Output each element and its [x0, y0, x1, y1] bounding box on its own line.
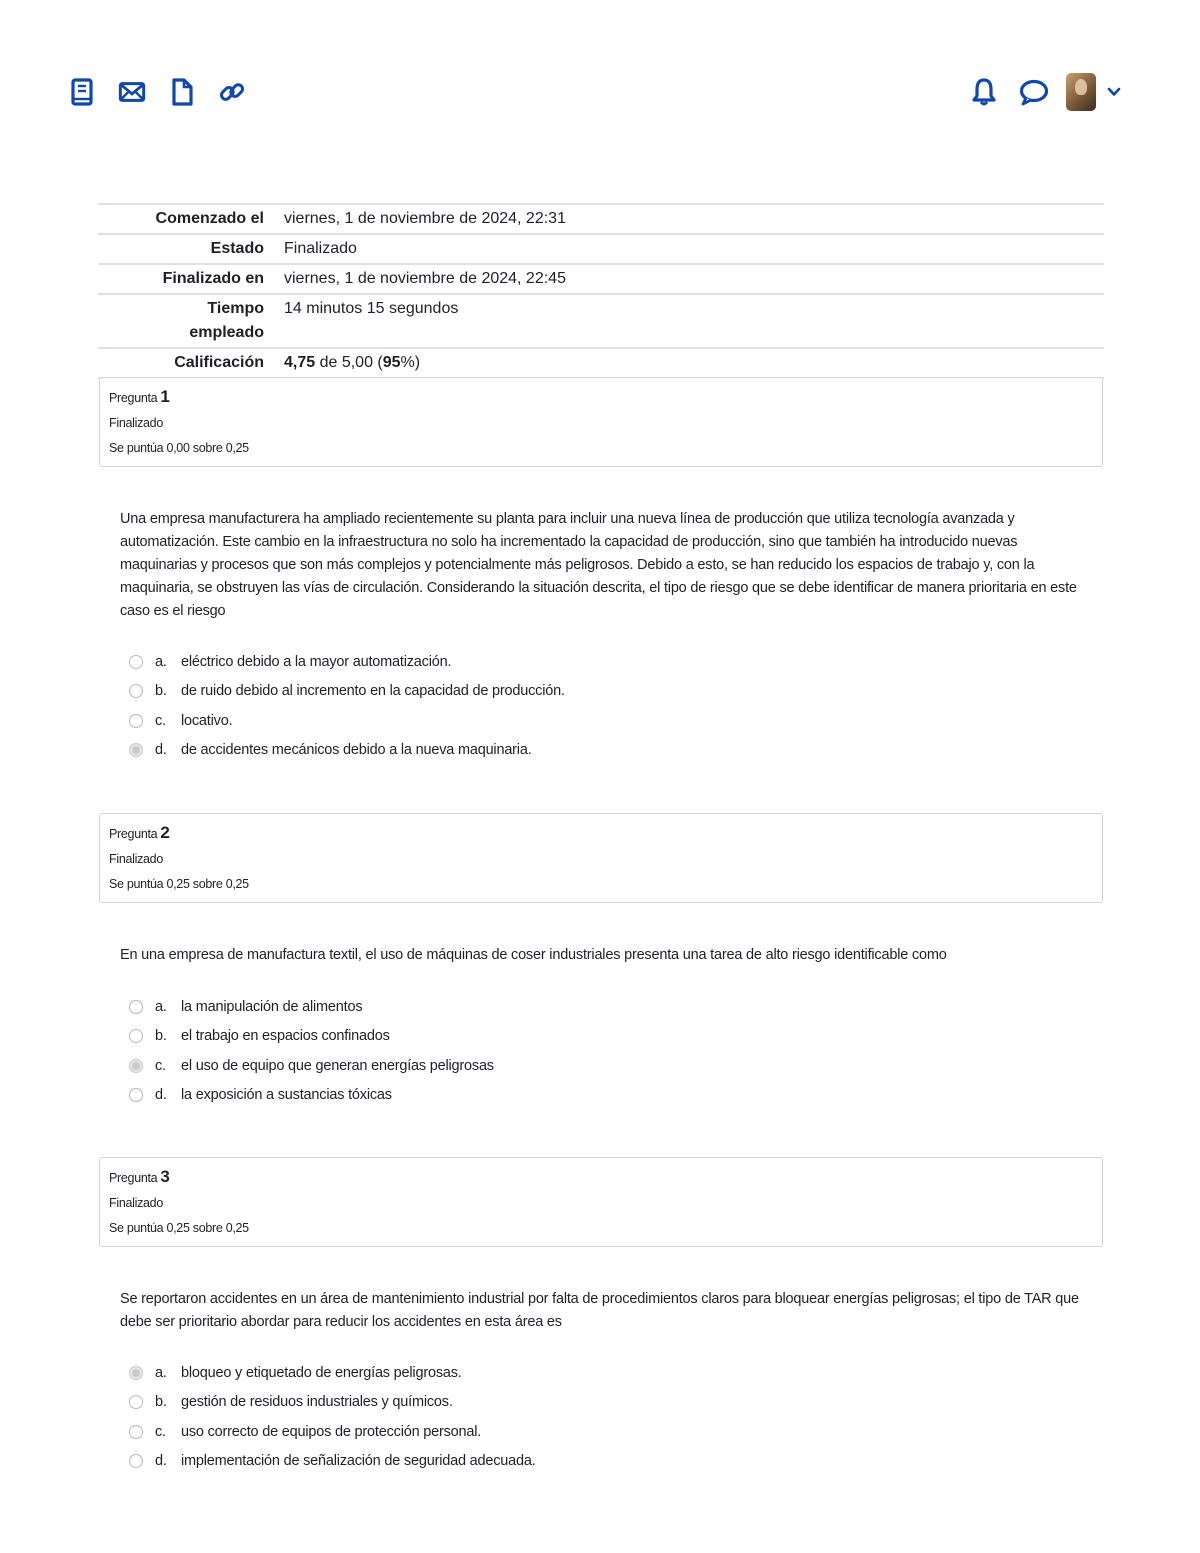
answer-letter: c.: [155, 1057, 166, 1074]
answer-text: el trabajo en espacios confinados: [181, 1028, 390, 1045]
answer-option[interactable]: [129, 1081, 494, 1111]
summary-value: 14 minutos 15 segundos: [274, 294, 1104, 348]
attempt-summary-table: [98, 203, 1104, 379]
radio-button[interactable]: [129, 1088, 143, 1102]
answer-option[interactable]: [129, 992, 494, 1022]
question-info: [99, 1157, 1103, 1247]
answer-letter: a.: [155, 1364, 167, 1381]
answer-option[interactable]: [129, 677, 565, 707]
summary-label: Estado: [98, 234, 274, 264]
grade-percent: 95: [382, 354, 401, 371]
summary-value: viernes, 1 de noviembre de 2024, 22:45: [274, 264, 1104, 294]
answer-letter: c.: [155, 712, 166, 729]
avatar[interactable]: [1066, 73, 1096, 111]
file-icon[interactable]: [168, 76, 196, 108]
question-state: Finalizado: [109, 415, 163, 430]
answer-text: de ruido debido al incremento en la capacidad de producción.: [181, 683, 565, 700]
summary-row: [98, 264, 1104, 294]
grade-max: de 5,00 (: [315, 354, 383, 371]
grade-score: 4,75: [284, 354, 316, 371]
radio-button[interactable]: [129, 1395, 143, 1409]
summary-label: Tiempo empleado: [98, 294, 274, 348]
radio-button[interactable]: [129, 684, 143, 698]
question-number: 3: [160, 1167, 170, 1186]
radio-button[interactable]: [129, 714, 143, 728]
radio-button-selected[interactable]: [129, 1366, 143, 1380]
summary-value: viernes, 1 de noviembre de 2024, 22:31: [274, 204, 1104, 234]
answer-text: uso correcto de equipos de protección personal.: [181, 1423, 482, 1440]
top-navbar: [0, 0, 1200, 150]
answer-text: locativo.: [181, 712, 233, 729]
question-number: 2: [160, 823, 170, 842]
answer-letter: a.: [155, 998, 167, 1015]
question-text: Se reportaron accidentes en un área de mantenimiento industrial por falta de procedimientos claros para bloquear energías peligrosas; el tipo de TAR que debe ser prioritario abordar para reducir los accidentes en esta área es: [120, 1291, 1079, 1330]
answer-list: [129, 647, 565, 765]
answer-text: gestión de residuos industriales y químicos.: [181, 1394, 453, 1411]
answer-option[interactable]: [129, 706, 565, 736]
book-icon[interactable]: [68, 76, 96, 108]
answer-letter: b.: [155, 1028, 167, 1045]
answer-option[interactable]: [129, 1022, 494, 1052]
answer-text: el uso de equipo que generan energías peligrosas: [181, 1057, 494, 1074]
summary-row: [98, 204, 1104, 234]
question-state: Finalizado: [109, 1195, 163, 1210]
summary-row: [98, 234, 1104, 264]
radio-button-selected[interactable]: [129, 743, 143, 757]
chevron-down-icon[interactable]: [1106, 84, 1122, 100]
answer-letter: d.: [155, 1087, 167, 1104]
answer-letter: d.: [155, 1453, 167, 1470]
answer-letter: d.: [155, 742, 167, 759]
summary-value: Finalizado: [274, 234, 1104, 264]
user-menu: [968, 72, 1122, 112]
answer-text: eléctrico debido a la mayor automatización.: [181, 653, 452, 670]
answer-option[interactable]: [129, 647, 565, 677]
summary-row: [98, 348, 1104, 378]
answer-option[interactable]: [129, 1051, 494, 1081]
answer-text: de accidentes mecánicos debido a la nueva maquinaria.: [181, 742, 532, 759]
envelope-icon[interactable]: [118, 76, 146, 108]
bell-icon[interactable]: [968, 72, 1000, 112]
summary-grade: [274, 348, 1104, 378]
answer-list: [129, 992, 494, 1110]
question-grade: Se puntúa 0,25 sobre 0,25: [109, 877, 249, 891]
radio-button[interactable]: [129, 655, 143, 669]
answer-option[interactable]: [129, 1447, 536, 1477]
question-text: En una empresa de manufactura textil, el uso de máquinas de coser industriales presenta una tarea de alto riesgo identificable como: [120, 947, 947, 963]
link-icon[interactable]: [218, 76, 246, 108]
answer-text: la manipulación de alimentos: [181, 998, 363, 1015]
radio-button[interactable]: [129, 1000, 143, 1014]
answer-letter: b.: [155, 683, 167, 700]
answer-option[interactable]: [129, 1358, 536, 1388]
question-number: 1: [160, 387, 170, 406]
question-label: Pregunta: [109, 1171, 158, 1185]
radio-button-selected[interactable]: [129, 1059, 143, 1073]
grade-end: %): [400, 354, 421, 371]
answer-text: bloqueo y etiquetado de energías peligrosas.: [181, 1364, 462, 1381]
question-state: Finalizado: [109, 851, 163, 866]
answer-option[interactable]: [129, 736, 565, 766]
radio-button[interactable]: [129, 1029, 143, 1043]
answer-list: [129, 1358, 536, 1476]
answer-letter: c.: [155, 1423, 166, 1440]
radio-button[interactable]: [129, 1425, 143, 1439]
answer-letter: a.: [155, 653, 167, 670]
summary-label: Calificación: [98, 348, 274, 378]
question-grade: Se puntúa 0,25 sobre 0,25: [109, 1221, 249, 1235]
answer-option[interactable]: [129, 1388, 536, 1418]
answer-text: implementación de señalización de seguridad adecuada.: [181, 1453, 536, 1470]
question-info: [99, 813, 1103, 903]
summary-label: Comenzado el: [98, 204, 274, 234]
summary-row: [98, 294, 1104, 348]
question-grade: Se puntúa 0,00 sobre 0,25: [109, 441, 249, 455]
summary-label: Finalizado en: [98, 264, 274, 294]
question-info: [99, 377, 1103, 467]
quick-links: [68, 76, 246, 108]
question-text: Una empresa manufacturera ha ampliado recientemente su planta para incluir una nueva línea de producción que utiliza tecnología avanzada y automatización. Este cambio en la infraestructura no solo ha incrementado la capacidad de producción, sino que también ha introducido nuevas maquinarias y procesos que son más complejos y potencialmente más peligrosos. Debido a esto, se han reducido los espacios de trabajo y, con la maquinaria, se obstruyen las vías de circulación. Considerando la situación descrita, el tipo de riesgo que se debe identificar de manera prioritaria en este caso es el riesgo: [120, 511, 1077, 619]
chat-icon[interactable]: [1018, 72, 1050, 112]
question-label: Pregunta: [109, 827, 158, 841]
answer-option[interactable]: [129, 1417, 536, 1447]
answer-letter: b.: [155, 1394, 167, 1411]
answer-text: la exposición a sustancias tóxicas: [181, 1087, 392, 1104]
question-label: Pregunta: [109, 391, 158, 405]
radio-button[interactable]: [129, 1454, 143, 1468]
